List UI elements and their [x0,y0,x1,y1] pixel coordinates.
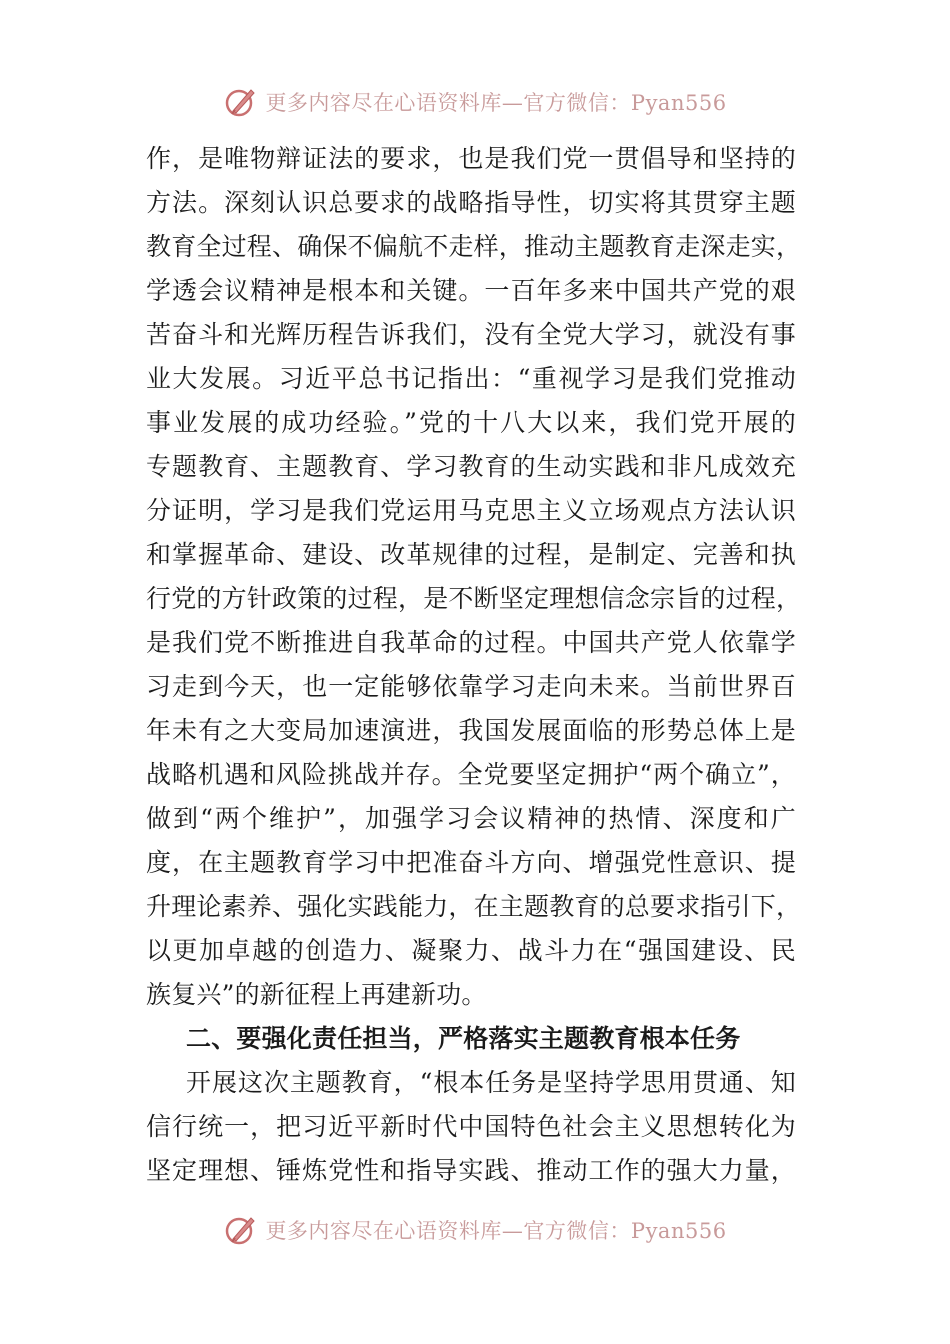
text-line: 作，是唯物辩证法的要求，也是我们党一贯倡导和坚持的 [146,144,796,173]
watermark-text: 更多内容尽在心语资料库—官方微信：Pyan556 [265,91,727,115]
text-line: 度，在主题教育学习中把准奋斗方向、增强党性意识、提 [146,848,796,877]
text-line: 苦奋斗和光辉历程告诉我们，没有全党大学习，就没有事 [146,320,796,349]
text-line: 族复兴”的新征程上再建新功。 [146,980,487,1009]
text-line: 习走到今天，也一定能够依靠学习走向未来。当前世界百 [146,672,796,701]
text-line: 开展这次主题教育，“根本任务是坚持学思用贯通、知 [186,1068,796,1097]
text-line: 教育全过程、确保不偏航不走样，推动主题教育走深走实， [146,232,802,261]
text-line: 事业发展的成功经验。”党的十八大以来，我们党开展的 [146,408,796,437]
watermark-text: 更多内容尽在心语资料库—官方微信：Pyan556 [265,1219,727,1243]
text-line: 以更加卓越的创造力、凝聚力、战斗力在“强国建设、民 [146,936,796,965]
text-line: 业大发展。习近平总书记指出：“重视学习是我们党推动 [146,364,796,393]
text-line: 信行统一，把习近平新时代中国特色社会主义思想转化为 [146,1112,796,1141]
text-line: 是我们党不断推进自我革命的过程。中国共产党人依靠学 [146,628,796,657]
text-line: 方法。深刻认识总要求的战略指导性，切实将其贯穿主题 [146,188,796,217]
section-heading: 二、要强化责任担当，严格落实主题教育根本任务 [186,1024,741,1053]
text-line: 行党的方针政策的过程，是不断坚定理想信念宗旨的过程， [146,584,802,613]
text-line: 战略机遇和风险挑战并存。全党要坚定拥护“两个确立”， [146,760,796,789]
text-line: 坚定理想、锤炼党性和指导实践、推动工作的强大力量， [146,1156,796,1185]
header-watermark [0,82,950,122]
text-line: 升理论素养、强化实践能力，在主题教育的总要求指引下， [146,892,802,921]
text-line: 和掌握革命、建设、改革规律的过程，是制定、完善和执 [146,540,796,569]
footer-watermark [0,1210,950,1250]
quill-pen-logo-icon [223,84,259,120]
text-line: 年未有之大变局加速演进，我国发展面临的形势总体上是 [146,716,796,745]
quill-pen-logo-icon [223,1212,259,1248]
text-line: 做到“两个维护”，加强学习会议精神的热情、深度和广 [146,804,796,833]
text-line: 专题教育、主题教育、学习教育的生动实践和非凡成效充 [146,452,796,481]
text-line: 分证明，学习是我们党运用马克思主义立场观点方法认识 [146,496,796,525]
document-body [146,137,802,1193]
text-line: 学透会议精神是根本和关键。一百年多来中国共产党的艰 [146,276,796,305]
